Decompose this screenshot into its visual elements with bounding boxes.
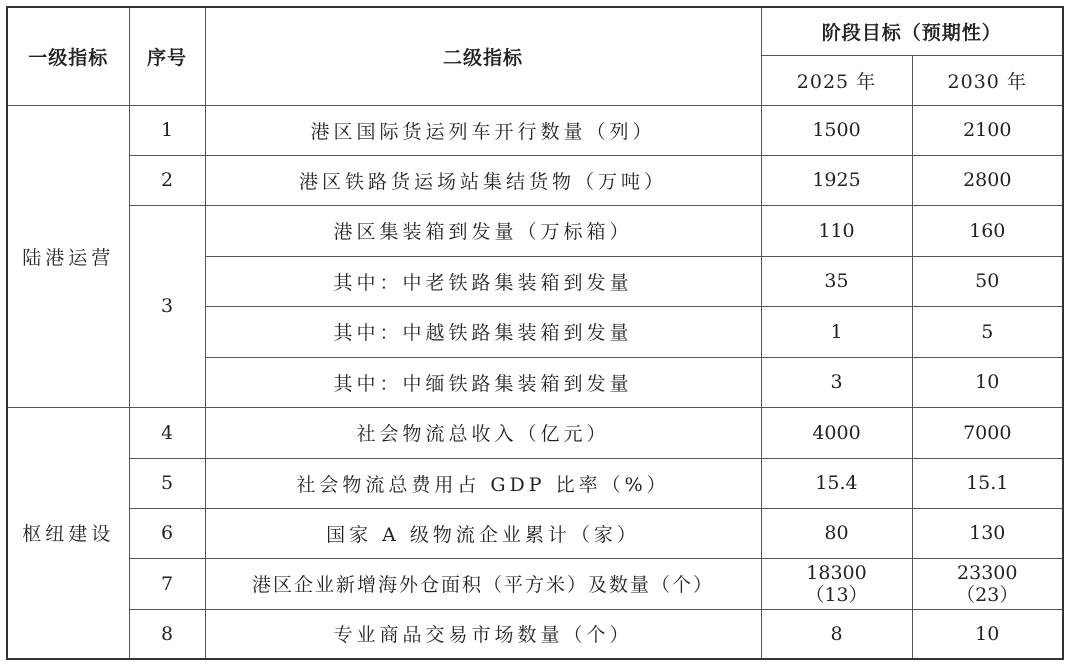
value-2030-main: 23300	[957, 561, 1018, 584]
value-2025-cell: 80	[761, 508, 912, 558]
value-2030-cell: 50	[912, 256, 1063, 306]
seq-cell: 1	[129, 105, 205, 155]
seq-cell: 2	[129, 155, 205, 205]
seq-cell: 3	[129, 205, 205, 407]
value-2030-cell: 160	[912, 205, 1063, 256]
value-2030-cell: 2800	[912, 155, 1063, 205]
indicator-cell: 国家 A 级物流企业累计（家）	[205, 508, 761, 558]
value-2030-cell: 5	[912, 306, 1063, 357]
value-2025-cell: 35	[761, 256, 912, 306]
value-2030-cell: 15.1	[912, 458, 1063, 508]
indicator-table	[6, 6, 1064, 660]
seq-cell: 5	[129, 458, 205, 508]
value-2025-main: 18300	[806, 561, 867, 584]
table-row	[7, 609, 1063, 659]
header-level1: 一级指标	[7, 7, 129, 105]
value-2025-cell	[761, 558, 912, 609]
indicator-cell: 专业商品交易市场数量（个）	[205, 609, 761, 659]
value-2025-cell: 1500	[761, 105, 912, 155]
table-row	[7, 508, 1063, 558]
table-row	[7, 105, 1063, 155]
seq-cell: 8	[129, 609, 205, 659]
table-row	[7, 558, 1063, 609]
value-2030-cell	[912, 558, 1063, 609]
table-row	[7, 205, 1063, 256]
value-2025-cell: 3	[761, 357, 912, 407]
value-2030-cell: 2100	[912, 105, 1063, 155]
indicator-cell: 港区铁路货运场站集结货物（万吨）	[205, 155, 761, 205]
indicator-cell: 其中：中越铁路集装箱到发量	[205, 306, 761, 357]
header-year-2025: 2025 年	[761, 55, 912, 105]
header-level2: 二级指标	[205, 7, 761, 105]
value-2025-cell: 1925	[761, 155, 912, 205]
indicator-cell: 其中：中老铁路集装箱到发量	[205, 256, 761, 306]
value-2030-cell: 10	[912, 609, 1063, 659]
indicator-cell: 港区集装箱到发量（万标箱）	[205, 205, 761, 256]
value-2025-cell: 15.4	[761, 458, 912, 508]
seq-cell: 4	[129, 407, 205, 458]
value-2030-cell: 130	[912, 508, 1063, 558]
group-cell: 枢纽建设	[7, 407, 129, 659]
value-2030-cell: 10	[912, 357, 1063, 407]
header-stage-target: 阶段目标（预期性）	[761, 7, 1063, 55]
value-2025-cell: 110	[761, 205, 912, 256]
indicator-cell: 社会物流总费用占 GDP 比率（%）	[205, 458, 761, 508]
indicator-cell: 港区企业新增海外仓面积（平方米）及数量（个）	[205, 558, 761, 609]
value-2025-count: （13）	[805, 583, 868, 606]
value-2030-cell: 7000	[912, 407, 1063, 458]
table-row	[7, 458, 1063, 508]
header-seq: 序号	[129, 7, 205, 105]
header-year-2030: 2030 年	[912, 55, 1063, 105]
indicator-cell: 其中：中缅铁路集装箱到发量	[205, 357, 761, 407]
group-cell: 陆港运营	[7, 105, 129, 407]
table-row	[7, 407, 1063, 458]
indicator-cell: 社会物流总收入（亿元）	[205, 407, 761, 458]
value-2025-cell: 8	[761, 609, 912, 659]
seq-cell: 6	[129, 508, 205, 558]
table-row	[7, 155, 1063, 205]
seq-cell: 7	[129, 558, 205, 609]
value-2025-cell: 1	[761, 306, 912, 357]
value-2030-count: （23）	[956, 583, 1019, 606]
indicator-cell: 港区国际货运列车开行数量（列）	[205, 105, 761, 155]
value-2025-cell: 4000	[761, 407, 912, 458]
